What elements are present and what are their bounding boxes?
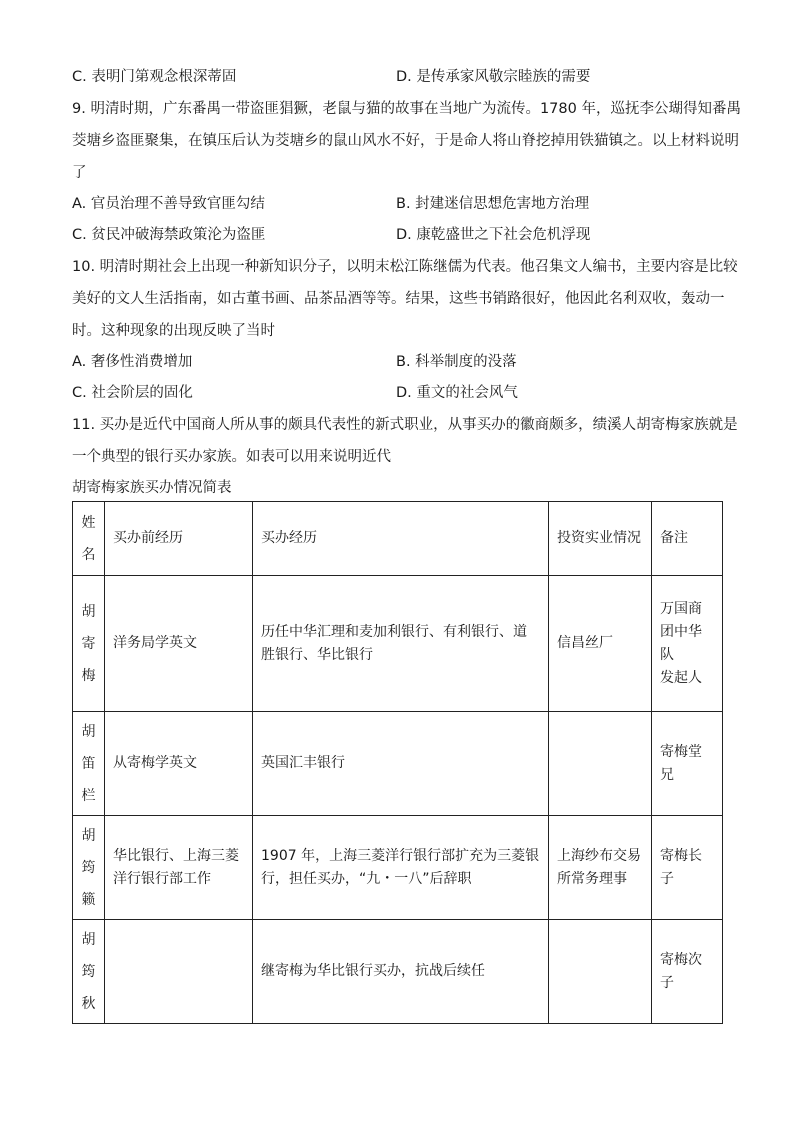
q9-options-row-ab (72, 189, 722, 220)
q11-stem-line-2: 一个典型的银行买办家族。如表可以用来说明近代 (72, 449, 391, 465)
q10-stem-line-2: 美好的文人生活指南，如古董书画、品茶品酒等等。结果，这些书销路很好，他因此名利双收，轰动一 (72, 291, 725, 307)
exam-page (72, 62, 741, 1024)
header-invest: 投资实业情况 (549, 502, 652, 576)
cell-before: 从寄梅学英文 (105, 712, 253, 816)
table-row (73, 576, 723, 712)
q10-option-b: B. 科举制度的没落 (396, 354, 517, 370)
q11-stem-line-1: 11. 买办是近代中国商人所从事的颇具代表性的新式职业，从事买办的徽商颇多，绩溪人胡寄梅家族就是 (72, 417, 738, 433)
q8-option-d: D. 是传承家风敬宗睦族的需要 (396, 69, 591, 85)
cell-before: 华比银行、上海三菱洋行银行部工作 (105, 816, 253, 920)
cell-name: 胡 筠 秋 (73, 920, 105, 1024)
cell-invest: 上海纱布交易所常务理事 (549, 816, 652, 920)
cell-name: 胡 笛 栏 (73, 712, 105, 816)
question-9 (72, 93, 741, 251)
cell-note: 寄梅堂 兄 (652, 712, 723, 816)
table-row (73, 712, 723, 816)
q10-option-a: A. 奢侈性消费增加 (72, 354, 193, 370)
q9-stem-line-2: 茭塘乡盗匪聚集，在镇压后认为茭塘乡的鼠山风水不好，于是命人将山脊挖掉用铁猫镇之。以上材料说明 (72, 133, 739, 149)
q8-option-c: C. 表明门第观念根深蒂固 (72, 69, 237, 85)
header-before: 买办前经历 (105, 502, 253, 576)
header-comprador: 买办经历 (253, 502, 549, 576)
cell-note: 寄梅次 子 (652, 920, 723, 1024)
comprador-table (72, 501, 723, 1024)
cell-note: 万国商 团中华 队 发起人 (652, 576, 723, 712)
table-title: 胡寄梅家族买办情况简表 (72, 480, 232, 496)
cell-comprador: 继寄梅为华比银行买办，抗战后续任 (253, 920, 549, 1024)
header-note: 备注 (652, 502, 723, 576)
cell-comprador: 1907 年，上海三菱洋行银行部扩充为三菱银行，担任买办，“九・一八”后辞职 (253, 816, 549, 920)
cell-before: 洋务局学英文 (105, 576, 253, 712)
cell-invest (549, 712, 652, 816)
q8-options-row-cd (72, 62, 722, 93)
q10-options-row-ab (72, 347, 722, 378)
cell-note: 寄梅长 子 (652, 816, 723, 920)
q9-stem-line-1: 9. 明清时期，广东番禺一带盗匪猖獗，老鼠与猫的故事在当地广为流传。1780 年，巡抚李公瑚得知番禺 (72, 101, 741, 117)
table-header-row (73, 502, 723, 576)
cell-name: 胡 筠 籁 (73, 816, 105, 920)
q10-stem-line-3: 时。这种现象的出现反映了当时 (72, 323, 275, 339)
q9-options-row-cd (72, 220, 722, 251)
cell-comprador: 历任中华汇理和麦加利银行、有利银行、道胜银行、华比银行 (253, 576, 549, 712)
cell-before (105, 920, 253, 1024)
header-name: 姓 名 (73, 502, 105, 576)
question-11 (72, 409, 738, 1024)
cell-invest: 信昌丝厂 (549, 576, 652, 712)
table-row (73, 920, 723, 1024)
cell-invest (549, 920, 652, 1024)
q9-option-d: D. 康乾盛世之下社会危机浮现 (396, 227, 591, 243)
q9-stem-line-3: 了 (72, 165, 87, 181)
q10-option-d: D. 重文的社会风气 (396, 385, 518, 401)
question-10 (72, 251, 738, 409)
q10-option-c: C. 社会阶层的固化 (72, 385, 193, 401)
table-row (73, 816, 723, 920)
cell-name: 胡 寄 梅 (73, 576, 105, 712)
q10-options-row-cd (72, 378, 722, 409)
q9-option-c: C. 贫民冲破海禁政策沦为盗匪 (72, 227, 266, 243)
q9-option-b: B. 封建迷信思想危害地方治理 (396, 196, 590, 212)
q10-stem-line-1: 10. 明清时期社会上出现一种新知识分子，以明末松江陈继儒为代表。他召集文人编书，主要内容是比较 (72, 259, 738, 275)
cell-comprador: 英国汇丰银行 (253, 712, 549, 816)
q9-option-a: A. 官员治理不善导致官匪勾结 (72, 196, 265, 212)
